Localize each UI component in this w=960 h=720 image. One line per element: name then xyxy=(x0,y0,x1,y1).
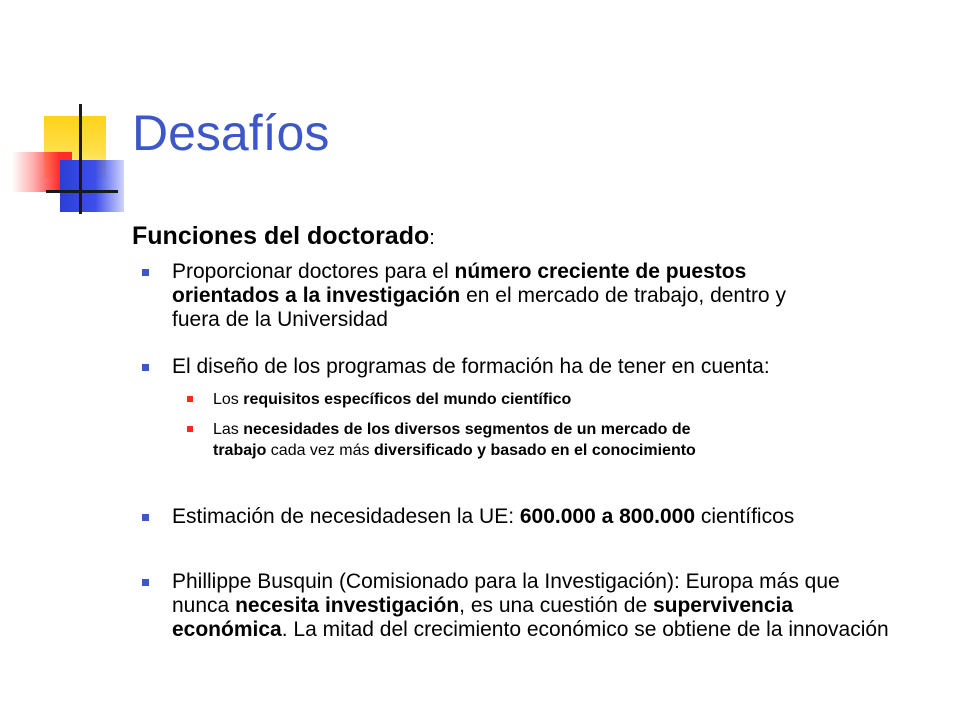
bullet-square-icon xyxy=(142,514,149,521)
page-title: Desafíos xyxy=(132,105,330,161)
text-run: Phillippe Busquin (Comisionado para la Investigación): Europa más que nunca xyxy=(172,570,840,617)
text-run: Proporcionar doctores para el xyxy=(172,260,455,283)
bullet-text xyxy=(172,505,794,528)
section-subtitle xyxy=(132,221,435,251)
sub-bullet-item xyxy=(213,419,735,461)
sub-bullet-item xyxy=(213,389,773,410)
bold-text-run: 600.000 a 800.000 xyxy=(519,505,696,528)
bullet-square-icon xyxy=(142,579,149,586)
bullet-item xyxy=(172,260,812,332)
subtitle-colon: : xyxy=(429,227,435,249)
text-run: . La mitad del crecimiento económico se obtiene de la innovación xyxy=(281,618,889,641)
sub-bullet-text xyxy=(213,391,571,408)
text-run: El diseño de los programas de formación ha de tener en cuenta: xyxy=(172,355,770,378)
bold-text-run: diversificado y basado en el conocimiento xyxy=(373,442,696,459)
bullet-item xyxy=(172,570,892,642)
text-run: en el mercado de trabajo, dentro y fuera de la Universidad xyxy=(172,284,786,331)
bullet-square-icon xyxy=(142,364,149,371)
bold-text-run: número creciente de puestos orientados a la investigación xyxy=(172,260,747,307)
bold-text-run: necesidades de los diversos segmentos de un mercado de trabajo xyxy=(213,421,691,459)
sub-bullet-text xyxy=(213,421,696,459)
bullet-square-icon xyxy=(142,269,149,276)
text-run: científicos xyxy=(695,505,795,528)
bullet-text xyxy=(172,570,889,641)
bold-text-run: supervivencia económica xyxy=(172,594,794,641)
bold-text-run: necesita investigación xyxy=(235,594,460,617)
text-run: Las xyxy=(213,421,244,438)
corner-decoration-vertical-line xyxy=(79,104,82,214)
corner-decoration-blue-square xyxy=(60,160,124,212)
sub-bullet-square-icon xyxy=(187,396,193,402)
text-run: Los xyxy=(213,391,244,408)
bullet-item xyxy=(172,355,832,379)
text-run: Estimación de necesidadesen la UE: xyxy=(172,505,520,528)
text-run: , es una cuestión de xyxy=(459,594,653,617)
subtitle-text: Funciones del doctorado xyxy=(132,222,430,250)
bullet-text xyxy=(172,355,770,378)
bullet-text xyxy=(172,260,786,331)
text-run: cada vez más xyxy=(266,442,374,459)
corner-decoration-horizontal-line xyxy=(46,190,118,193)
bullet-item xyxy=(172,505,852,529)
bold-text-run: requisitos específicos del mundo científico xyxy=(243,391,572,408)
sub-bullet-square-icon xyxy=(187,426,193,432)
